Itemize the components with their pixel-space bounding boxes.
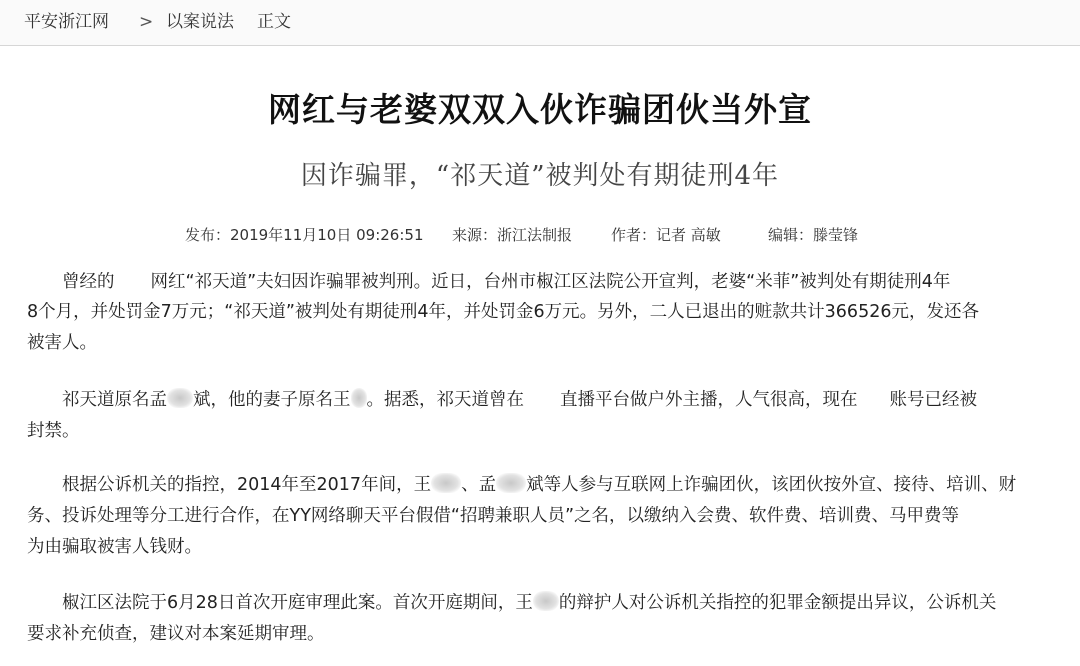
breadcrumb-separator: > xyxy=(139,12,154,32)
article-title: 网红与老婆双双入伙诈骗团伙当外宣 xyxy=(268,90,812,129)
paragraph-line xyxy=(27,621,325,647)
article-editor: 编辑：滕莹锋 xyxy=(768,226,859,244)
paragraph-line xyxy=(27,418,80,444)
text-segment: 被害人。 xyxy=(27,333,97,353)
paragraph-line xyxy=(27,472,1016,498)
article-source: 来源：浙江法制报 xyxy=(452,226,573,244)
text-segment: 务、投诉处理等分工进行合作，在YY网络聊天平台假借“招聘兼职人员”之名，以缴纳入会费、软件费、培训费、马甲费等 xyxy=(27,506,960,526)
paragraph-line xyxy=(27,590,996,616)
redaction-blur xyxy=(167,388,193,408)
paragraph-line xyxy=(27,299,979,325)
text-segment: 、孟 xyxy=(461,475,497,495)
paragraph-line xyxy=(27,269,950,295)
text-segment: 。据悉，祁天道曾在 xyxy=(366,390,524,410)
text-segment: 封禁。 xyxy=(27,421,80,441)
text-segment: 斌等人参与互联网上诈骗团伙，该团伙按外宣、接待、培训、财 xyxy=(526,475,1017,495)
paragraph-line xyxy=(27,387,977,413)
text-segment: 账号已经被 xyxy=(889,390,977,410)
paragraph-line xyxy=(27,503,959,529)
text-segment: 的辩护人对公诉机关指控的犯罪金额提出异议，公诉机关 xyxy=(558,593,997,613)
article-subtitle: 因诈骗罪，“祁天道”被判处有期徒刑4年 xyxy=(300,161,780,191)
redaction-blur xyxy=(351,388,367,408)
article-author: 作者：记者 高敏 xyxy=(611,226,721,244)
text-segment: 为由骗取被害人钱财。 xyxy=(27,537,202,557)
text-segment: 椒江区法院于6月28日首次开庭审理此案。首次开庭期间，王 xyxy=(62,593,533,613)
breadcrumb-current: 正文 xyxy=(257,12,291,32)
text-segment: 网红“祁天道”夫妇因诈骗罪被判刑。近日，台州市椒江区法院公开宣判，老婆“米菲”被判处有期徒刑4年 xyxy=(150,272,951,292)
breadcrumb xyxy=(0,0,1080,46)
text-segment: 曾经的 xyxy=(62,272,115,292)
breadcrumb-site-link[interactable]: 平安浙江网 xyxy=(24,12,109,32)
paragraph-line xyxy=(27,330,97,356)
publish-time: 发布：2019年11月10日 09:26:51 xyxy=(185,226,424,244)
text-segment: 要求补充侦查，建议对本案延期审理。 xyxy=(27,624,325,644)
text-segment: 祁天道原名孟 xyxy=(62,390,167,410)
text-segment: 直播平台做户外主播，人气很高，现在 xyxy=(560,390,858,410)
text-segment: 斌，他的妻子原名王 xyxy=(193,390,351,410)
text-segment: 根据公诉机关的指控，2014年至2017年间，王 xyxy=(62,475,432,495)
redaction-blur xyxy=(431,473,461,493)
redaction-blur xyxy=(496,473,526,493)
paragraph-line xyxy=(27,534,202,560)
redaction-blur xyxy=(533,591,559,611)
text-segment: 8个月，并处罚金7万元；“祁天道”被判处有期徒刑4年，并处罚金6万元。另外，二人已退出的赃款共计366526元，发还各 xyxy=(27,302,979,322)
breadcrumb-section-link[interactable]: 以案说法 xyxy=(166,12,234,32)
